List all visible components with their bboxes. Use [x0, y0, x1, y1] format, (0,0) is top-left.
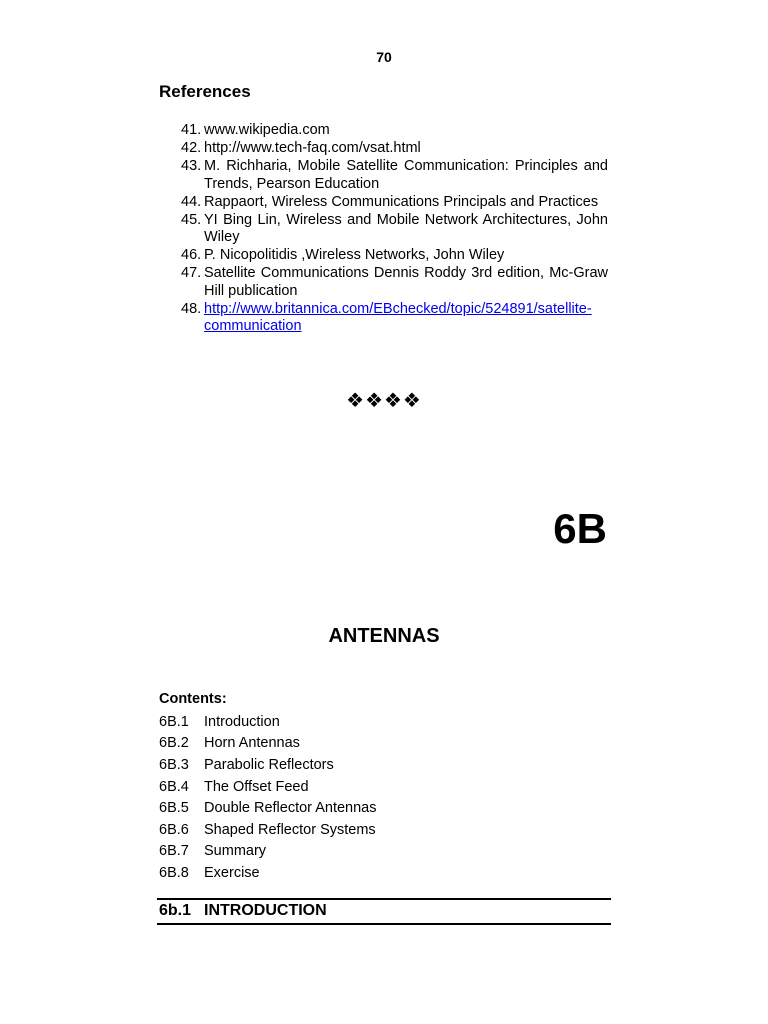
reference-text: Rappaort, Wireless Communications Principals and Practices	[204, 193, 599, 210]
reference-text: www.wikipedia.com	[204, 122, 330, 138]
reference-text-wrapper	[204, 301, 608, 336]
contents-number: 6B.1	[159, 713, 189, 730]
reference-number: 48.	[181, 300, 202, 317]
contents-label: Introduction	[204, 713, 280, 730]
contents-number: 6B.4	[159, 778, 189, 795]
chapter-title: ANTENNAS	[328, 625, 440, 647]
reference-text: http://www.tech-faq.com/vsat.html	[204, 139, 421, 156]
contents-label: The Offset Feed	[204, 778, 309, 795]
reference-number: 45.	[181, 211, 202, 228]
section-number: 6b.1	[159, 902, 192, 919]
reference-number: 46.	[181, 247, 202, 264]
contents-item	[159, 862, 377, 884]
reference-number: 44.	[181, 193, 202, 210]
contents-number: 6B.5	[159, 800, 189, 817]
contents-number: 6B.2	[159, 735, 189, 752]
contents-label: Double Reflector Antennas	[204, 800, 377, 817]
chapter-number: 6B	[553, 505, 607, 552]
contents-number: 6B.8	[159, 864, 189, 881]
page-number: 70	[376, 49, 392, 65]
reference-text: M. Richharia, Mobile Satellite Communication: Principles and Trends, Pearson Education	[204, 157, 608, 192]
reference-item	[181, 140, 608, 158]
reference-text: Satellite Communications Dennis Roddy 3rd edition, Mc-Graw Hill publication	[204, 265, 608, 299]
reference-number: 43.	[181, 157, 202, 174]
contents-item	[159, 733, 377, 755]
britannica-link[interactable]: http://www.britannica.com/EBchecked/topic/524891/satellite-communication	[204, 300, 592, 335]
section-rule-bottom	[157, 923, 611, 925]
contents-heading: Contents:	[159, 691, 227, 707]
reference-item	[181, 158, 608, 193]
section-heading	[159, 902, 327, 920]
contents-item	[159, 776, 377, 798]
contents-item	[159, 711, 377, 733]
references-heading: References	[159, 82, 251, 101]
references-list	[181, 122, 608, 336]
contents-item	[159, 819, 377, 841]
contents-label: Parabolic Reflectors	[204, 756, 334, 773]
contents-list	[159, 711, 377, 884]
reference-number: 41.	[181, 122, 202, 138]
contents-label: Summary	[204, 843, 267, 860]
reference-item	[181, 122, 608, 140]
reference-item	[181, 212, 608, 247]
contents-number: 6B.6	[159, 821, 189, 838]
contents-item	[159, 754, 377, 776]
contents-item	[159, 797, 377, 819]
divider-ornament: ❖❖❖❖	[346, 388, 422, 412]
reference-text: YI Bing Lin, Wireless and Mobile Network Architectures, John Wiley	[204, 211, 608, 246]
section-title: INTRODUCTION	[204, 902, 327, 919]
reference-number: 47.	[181, 265, 202, 282]
contents-number: 6B.7	[159, 843, 189, 860]
reference-item	[181, 265, 608, 300]
contents-item	[159, 841, 377, 863]
reference-item	[181, 194, 608, 212]
contents-label: Exercise	[204, 864, 260, 881]
contents-label: Shaped Reflector Systems	[204, 821, 376, 838]
reference-item	[181, 301, 608, 336]
reference-item	[181, 247, 608, 265]
contents-number: 6B.3	[159, 756, 189, 773]
contents-label: Horn Antennas	[204, 735, 300, 752]
reference-number: 42.	[181, 139, 202, 156]
reference-text: P. Nicopolitidis ,Wireless Networks, John Wiley	[204, 247, 505, 264]
section-rule-top	[157, 898, 611, 900]
